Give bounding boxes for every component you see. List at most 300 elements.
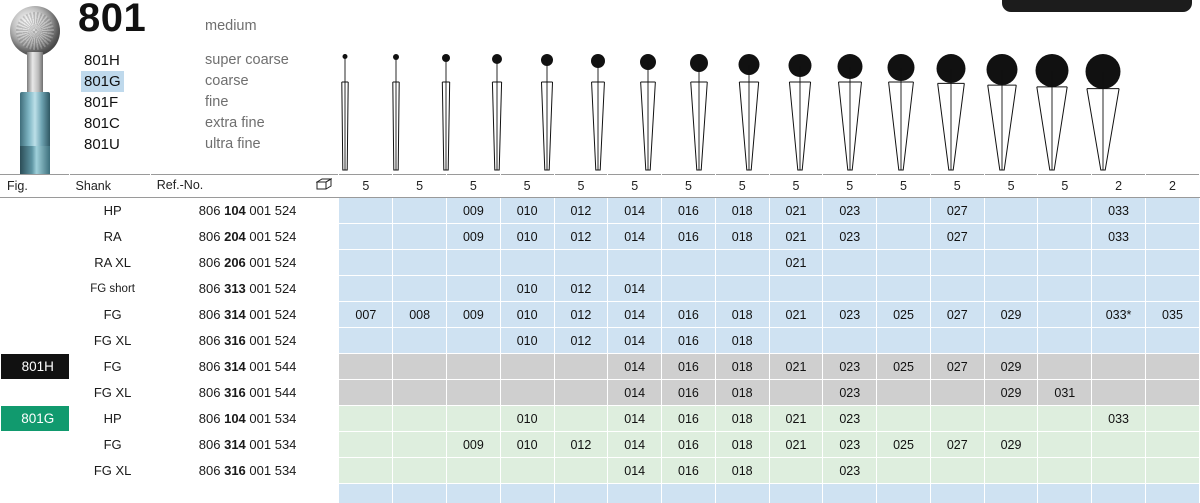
row-ref-no: 806 104 001 534 — [150, 406, 339, 432]
row-size-cell — [877, 406, 931, 432]
row-size-cell: 012 — [554, 328, 608, 354]
code-801F: 801F — [84, 94, 119, 111]
code-801H: 801H — [84, 52, 120, 69]
row-size-cell — [1145, 484, 1199, 503]
column-header-size-0: 5 — [339, 175, 393, 198]
table-row — [1, 250, 1200, 276]
row-size-cell: 023 — [823, 354, 877, 380]
row-size-cell: 016 — [662, 224, 716, 250]
row-size-cell — [769, 276, 823, 302]
row-size-cell: 010 — [500, 328, 554, 354]
row-ref-no: 806 314 001 544 — [150, 354, 339, 380]
row-size-cell: 016 — [662, 354, 716, 380]
row-size-cell — [339, 354, 393, 380]
bur-shape — [825, 48, 875, 174]
row-figure-label — [1, 276, 70, 302]
row-size-cell — [500, 250, 554, 276]
row-size-cell — [500, 354, 554, 380]
table-row — [1, 484, 1200, 503]
row-size-cell — [662, 276, 716, 302]
row-figure-label — [1, 432, 70, 458]
row-size-cell — [1145, 354, 1199, 380]
row-shank: FG — [69, 432, 150, 458]
row-size-cell — [1038, 328, 1092, 354]
table-row — [1, 328, 1200, 354]
row-size-cell — [769, 458, 823, 484]
column-header-ref: Ref.-No. — [150, 175, 339, 198]
row-size-cell: 010 — [500, 198, 554, 224]
row-size-cell: 014 — [608, 432, 662, 458]
row-size-cell: 014 — [608, 406, 662, 432]
row-size-cell: 016 — [662, 198, 716, 224]
row-size-cell — [339, 328, 393, 354]
column-header-size-2: 5 — [447, 175, 501, 198]
row-shank: HP — [69, 406, 150, 432]
package-icon — [316, 178, 332, 194]
row-size-cell: 023 — [823, 224, 877, 250]
column-header-shank: Shank — [69, 175, 150, 198]
row-size-cell — [447, 276, 501, 302]
table-row — [1, 380, 1200, 406]
row-ref-no: 806 316 001 524 — [150, 328, 339, 354]
row-size-cell — [339, 380, 393, 406]
row-shank: RA — [69, 224, 150, 250]
row-size-cell: 012 — [554, 432, 608, 458]
row-size-cell — [393, 276, 447, 302]
column-header-size-7: 5 — [715, 175, 769, 198]
row-size-cell: 018 — [715, 302, 769, 328]
row-size-cell: 027 — [930, 224, 984, 250]
row-size-cell — [339, 198, 393, 224]
row-size-cell — [1145, 328, 1199, 354]
table-row — [1, 276, 1200, 302]
row-size-cell — [447, 406, 501, 432]
list-item — [84, 50, 324, 71]
row-size-cell: 029 — [984, 432, 1038, 458]
row-size-cell: 029 — [984, 302, 1038, 328]
row-ref-no: 806 314 001 524 — [150, 302, 339, 328]
row-size-cell: 009 — [447, 224, 501, 250]
row-size-cell — [930, 484, 984, 503]
list-item — [84, 71, 324, 92]
row-size-cell: 016 — [662, 380, 716, 406]
row-shank: FG short — [69, 276, 150, 302]
row-size-cell — [1038, 302, 1092, 328]
row-size-cell: 035 — [1145, 302, 1199, 328]
row-size-cell: 018 — [715, 458, 769, 484]
grit-medium-label: medium — [205, 18, 257, 34]
table-row — [1, 406, 1200, 432]
row-size-cell — [877, 224, 931, 250]
row-size-cell — [877, 328, 931, 354]
row-size-cell — [339, 406, 393, 432]
row-size-cell: 021 — [769, 198, 823, 224]
bur-shape-row — [320, 48, 1200, 174]
row-size-cell: 021 — [769, 354, 823, 380]
row-figure-label — [1, 250, 70, 276]
table-row — [1, 198, 1200, 224]
row-shank: FG — [69, 354, 150, 380]
row-size-cell: 018 — [715, 224, 769, 250]
row-size-cell — [608, 250, 662, 276]
row-size-cell: 029 — [984, 380, 1038, 406]
row-size-cell — [984, 458, 1038, 484]
row-size-cell — [500, 380, 554, 406]
page-title: 801 — [78, 0, 147, 40]
row-size-cell — [393, 224, 447, 250]
row-size-cell — [930, 380, 984, 406]
row-size-cell: 012 — [554, 302, 608, 328]
column-header-size-3: 5 — [500, 175, 554, 198]
row-size-cell: 018 — [715, 432, 769, 458]
row-size-cell: 027 — [930, 354, 984, 380]
row-ref-no: 806 316 001 544 — [150, 380, 339, 406]
grit-extra-fine-label: extra fine — [205, 115, 265, 131]
row-shank: FG XL — [69, 380, 150, 406]
row-size-cell: 009 — [447, 432, 501, 458]
row-figure-label: 801 — [1, 198, 70, 224]
row-size-cell — [715, 484, 769, 503]
column-header-fig: Fig. — [1, 175, 70, 198]
row-size-cell — [769, 328, 823, 354]
row-shank: FG XL — [69, 328, 150, 354]
row-figure-label — [1, 380, 70, 406]
row-size-cell: 010 — [500, 302, 554, 328]
row-size-cell: 027 — [930, 432, 984, 458]
row-size-cell — [500, 484, 554, 503]
row-size-cell — [1092, 484, 1146, 503]
row-ref-no: 806 206 001 524 — [150, 250, 339, 276]
row-size-cell — [1038, 198, 1092, 224]
row-size-cell: 014 — [608, 302, 662, 328]
row-size-cell — [930, 328, 984, 354]
row-size-cell: 018 — [715, 380, 769, 406]
grit-super-coarse-label: super coarse — [205, 52, 289, 68]
list-item — [84, 134, 324, 155]
row-size-cell — [608, 484, 662, 503]
row-size-cell — [877, 484, 931, 503]
bur-photo — [8, 4, 62, 170]
row-size-cell: 008 — [393, 302, 447, 328]
bur-shape — [522, 48, 572, 174]
row-figure-label: 801H — [1, 354, 70, 380]
row-size-cell — [393, 458, 447, 484]
bur-head-diamond — [10, 6, 60, 56]
row-size-cell — [1038, 432, 1092, 458]
row-size-cell: 021 — [769, 432, 823, 458]
row-size-cell — [877, 198, 931, 224]
row-size-cell — [1092, 432, 1146, 458]
row-figure-label: 801G — [1, 406, 70, 432]
row-size-cell — [554, 380, 608, 406]
row-size-cell — [984, 250, 1038, 276]
product-table — [0, 174, 1200, 503]
bur-neck — [27, 52, 43, 96]
column-header-size-12: 5 — [984, 175, 1038, 198]
row-size-cell: 014 — [608, 458, 662, 484]
row-size-cell — [930, 276, 984, 302]
code-801G: 801G — [81, 71, 124, 92]
row-size-cell — [877, 380, 931, 406]
row-size-cell — [930, 458, 984, 484]
row-size-cell — [1145, 380, 1199, 406]
table-row — [1, 302, 1200, 328]
row-size-cell — [1145, 198, 1199, 224]
bur-shape — [775, 48, 825, 174]
row-size-cell: 029 — [984, 354, 1038, 380]
column-header-size-4: 5 — [554, 175, 608, 198]
row-shank: HP — [69, 198, 150, 224]
column-header-size-14: 2 — [1092, 175, 1146, 198]
row-size-cell — [1145, 406, 1199, 432]
row-size-cell: 010 — [500, 224, 554, 250]
row-figure-label — [1, 458, 70, 484]
row-size-cell: 016 — [662, 432, 716, 458]
row-size-cell — [393, 198, 447, 224]
row-size-cell — [1038, 250, 1092, 276]
row-size-cell: 021 — [769, 224, 823, 250]
row-size-cell — [1092, 354, 1146, 380]
row-size-cell — [393, 432, 447, 458]
row-size-cell — [1092, 380, 1146, 406]
row-size-cell: 014 — [608, 354, 662, 380]
row-size-cell: 014 — [608, 328, 662, 354]
row-size-cell — [984, 198, 1038, 224]
column-header-size-6: 5 — [662, 175, 716, 198]
row-size-cell — [1038, 484, 1092, 503]
row-size-cell: 025 — [877, 354, 931, 380]
row-size-cell: 021 — [769, 250, 823, 276]
row-size-cell: 012 — [554, 198, 608, 224]
row-size-cell — [339, 276, 393, 302]
bur-shape — [977, 48, 1027, 174]
row-size-cell — [339, 432, 393, 458]
row-size-cell — [1038, 354, 1092, 380]
row-size-cell — [554, 458, 608, 484]
grit-ultra-fine-label: ultra fine — [205, 136, 261, 152]
column-header-size-10: 5 — [877, 175, 931, 198]
row-figure-label — [1, 328, 70, 354]
row-size-cell — [877, 458, 931, 484]
column-header-size-9: 5 — [823, 175, 877, 198]
row-size-cell — [877, 276, 931, 302]
row-size-cell: 009 — [447, 198, 501, 224]
row-size-cell: 033 — [1092, 198, 1146, 224]
bur-shape — [724, 48, 774, 174]
row-shank: RA XL — [69, 250, 150, 276]
list-item — [84, 113, 324, 134]
row-size-cell — [823, 484, 877, 503]
corner-tab — [1002, 0, 1192, 12]
row-size-cell: 031 — [1038, 380, 1092, 406]
code-801U: 801U — [84, 136, 120, 153]
row-size-cell: 023 — [823, 380, 877, 406]
row-size-cell — [984, 224, 1038, 250]
row-size-cell — [1092, 458, 1146, 484]
row-size-cell — [1038, 458, 1092, 484]
column-header-size-11: 5 — [930, 175, 984, 198]
row-size-cell: 014 — [608, 198, 662, 224]
row-size-cell — [554, 250, 608, 276]
row-size-cell — [930, 406, 984, 432]
row-size-cell: 023 — [823, 198, 877, 224]
row-size-cell: 023 — [823, 406, 877, 432]
row-size-cell — [500, 458, 554, 484]
bur-shape — [371, 48, 421, 174]
bur-shape — [1078, 48, 1128, 174]
row-size-cell — [769, 484, 823, 503]
bur-shape — [674, 48, 724, 174]
row-size-cell: 025 — [877, 302, 931, 328]
row-size-cell — [393, 328, 447, 354]
row-size-cell — [715, 250, 769, 276]
bur-shape — [623, 48, 673, 174]
row-figure-label — [1, 224, 70, 250]
row-size-cell — [984, 328, 1038, 354]
row-size-cell — [447, 380, 501, 406]
row-size-cell: 016 — [662, 406, 716, 432]
row-size-cell — [1038, 406, 1092, 432]
bur-shape — [472, 48, 522, 174]
column-header-size-8: 5 — [769, 175, 823, 198]
row-size-cell: 023 — [823, 302, 877, 328]
row-size-cell: 018 — [715, 328, 769, 354]
row-size-cell: 023 — [823, 458, 877, 484]
row-size-cell: 027 — [930, 302, 984, 328]
row-size-cell — [447, 354, 501, 380]
row-size-cell — [339, 250, 393, 276]
row-size-cell: 033 — [1092, 406, 1146, 432]
row-size-cell — [447, 484, 501, 503]
row-size-cell — [823, 276, 877, 302]
row-size-cell: 025 — [877, 432, 931, 458]
row-size-cell — [930, 250, 984, 276]
row-figure-label — [1, 302, 70, 328]
row-size-cell: 007 — [339, 302, 393, 328]
code-list — [84, 50, 324, 155]
bur-shape — [926, 48, 976, 174]
bur-shape — [320, 48, 370, 174]
row-size-cell — [393, 354, 447, 380]
row-size-cell — [662, 250, 716, 276]
row-size-cell: 018 — [715, 354, 769, 380]
row-size-cell — [393, 250, 447, 276]
row-size-cell — [554, 406, 608, 432]
row-size-cell: 021 — [769, 302, 823, 328]
row-size-cell: 016 — [662, 302, 716, 328]
row-size-cell: 009 — [447, 302, 501, 328]
row-size-cell — [823, 250, 877, 276]
row-size-cell: 033* — [1092, 302, 1146, 328]
row-ref-no: 806 313 001 524 — [150, 276, 339, 302]
grit-coarse-label: coarse — [205, 73, 249, 89]
row-size-cell — [662, 484, 716, 503]
row-size-cell: 014 — [608, 380, 662, 406]
table-row — [1, 224, 1200, 250]
row-size-cell — [447, 328, 501, 354]
list-item — [84, 92, 324, 113]
row-size-cell: 033 — [1092, 224, 1146, 250]
row-size-cell — [823, 328, 877, 354]
row-size-cell: 016 — [662, 328, 716, 354]
grit-fine-label: fine — [205, 94, 229, 110]
row-size-cell — [1145, 224, 1199, 250]
row-size-cell: 010 — [500, 406, 554, 432]
row-size-cell — [1092, 328, 1146, 354]
row-size-cell — [447, 250, 501, 276]
row-size-cell: 010 — [500, 432, 554, 458]
bur-shank — [20, 92, 50, 174]
row-size-cell — [984, 484, 1038, 503]
table-row — [1, 458, 1200, 484]
row-size-cell — [339, 458, 393, 484]
row-size-cell — [393, 484, 447, 503]
row-shank — [69, 484, 150, 503]
row-size-cell — [1092, 250, 1146, 276]
row-size-cell: 016 — [662, 458, 716, 484]
row-size-cell — [984, 276, 1038, 302]
figure-header — [0, 0, 330, 174]
table-header-row — [1, 175, 1200, 198]
row-size-cell — [1145, 250, 1199, 276]
row-size-cell — [715, 276, 769, 302]
row-size-cell — [1038, 224, 1092, 250]
row-size-cell — [447, 458, 501, 484]
row-size-cell — [393, 380, 447, 406]
row-size-cell — [339, 484, 393, 503]
row-size-cell: 014 — [608, 224, 662, 250]
row-size-cell — [1092, 276, 1146, 302]
bur-shape — [1027, 48, 1077, 174]
row-size-cell: 012 — [554, 276, 608, 302]
row-size-cell — [393, 406, 447, 432]
row-size-cell — [554, 484, 608, 503]
row-ref-no: 806 314 001 534 — [150, 432, 339, 458]
row-size-cell — [877, 250, 931, 276]
row-size-cell — [1145, 432, 1199, 458]
row-size-cell — [984, 406, 1038, 432]
row-shank: FG XL — [69, 458, 150, 484]
row-size-cell: 018 — [715, 198, 769, 224]
row-size-cell — [1038, 276, 1092, 302]
row-size-cell: 018 — [715, 406, 769, 432]
row-size-cell: 010 — [500, 276, 554, 302]
row-size-cell — [769, 380, 823, 406]
row-size-cell: 014 — [608, 276, 662, 302]
row-shank: FG — [69, 302, 150, 328]
row-size-cell — [554, 354, 608, 380]
row-size-cell — [339, 224, 393, 250]
column-header-size-15: 2 — [1145, 175, 1199, 198]
row-size-cell: 027 — [930, 198, 984, 224]
row-ref-no — [150, 484, 339, 503]
table-row — [1, 432, 1200, 458]
row-ref-no: 806 316 001 534 — [150, 458, 339, 484]
code-801C: 801C — [84, 115, 120, 132]
row-figure-label: 801F — [1, 484, 70, 503]
row-ref-no: 806 104 001 524 — [150, 198, 339, 224]
bur-shape — [876, 48, 926, 174]
row-size-cell: 023 — [823, 432, 877, 458]
row-size-cell — [1145, 458, 1199, 484]
table-row — [1, 354, 1200, 380]
bur-shape — [573, 48, 623, 174]
column-header-size-1: 5 — [393, 175, 447, 198]
row-ref-no: 806 204 001 524 — [150, 224, 339, 250]
row-size-cell: 012 — [554, 224, 608, 250]
column-header-size-13: 5 — [1038, 175, 1092, 198]
row-size-cell: 021 — [769, 406, 823, 432]
